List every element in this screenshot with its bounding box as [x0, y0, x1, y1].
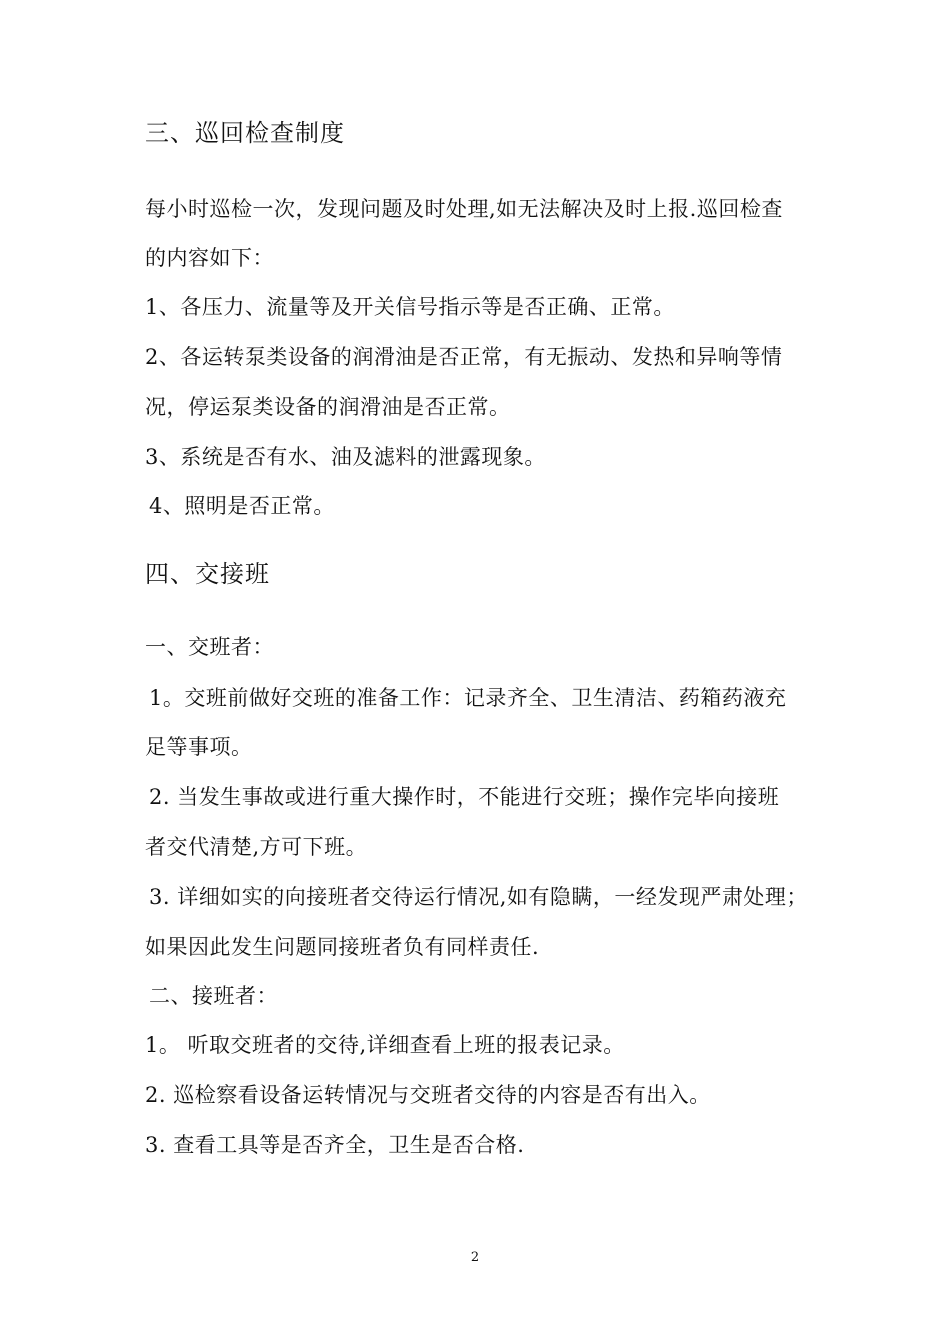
section-3-item-2-line-1: 2、各运转泵类设备的润滑油是否正常，有无振动、发热和异响等情 [145, 345, 783, 369]
takeover-item-1: 1。 听取交班者的交待,详细查看上班的报表记录。 [145, 1033, 625, 1057]
page-number: 2 [470, 1250, 480, 1265]
section-4-heading: 四、交接班 [145, 560, 270, 588]
section-3-item-3: 3、系统是否有水、油及滤料的泄露现象。 [145, 445, 546, 469]
section-3-intro-line-2: 的内容如下： [145, 246, 274, 270]
handover-item-3-line-2: 如果因此发生问题同接班者负有同样责任. [145, 935, 540, 959]
handover-item-3-line-1: 3. 详细如实的向接班者交待运行情况,如有隐瞒，一经发现严肃处理； [149, 885, 808, 909]
section-3-item-2-line-2: 况，停运泵类设备的润滑油是否正常。 [145, 395, 511, 419]
handover-item-2-line-2: 者交代清楚,方可下班。 [145, 835, 368, 859]
takeover-item-2: 2. 巡检察看设备运转情况与交班者交待的内容是否有出入。 [145, 1083, 711, 1107]
handover-item-2-line-1: 2. 当发生事故或进行重大操作时，不能进行交班；操作完毕向接班 [149, 785, 780, 809]
section-3-item-1: 1、各压力、流量等及开关信号指示等是否正确、正常。 [145, 295, 675, 319]
section-3-item-4: 4、照明是否正常。 [149, 494, 335, 518]
takeover-item-3: 3. 查看工具等是否齐全，卫生是否合格. [145, 1133, 525, 1157]
handover-title: 一、交班者： [145, 635, 274, 659]
section-3-heading: 三、巡回检查制度 [145, 119, 345, 147]
handover-item-1-line-1: 1。交班前做好交班的准备工作：记录齐全、卫生清洁、药箱药液充 [149, 686, 787, 710]
section-3-intro-line-1: 每小时巡检一次，发现问题及时处理,如无法解决及时上报.巡回检查 [145, 197, 783, 221]
takeover-title: 二、接班者： [149, 984, 278, 1008]
handover-item-1-line-2: 足等事项。 [145, 735, 253, 759]
